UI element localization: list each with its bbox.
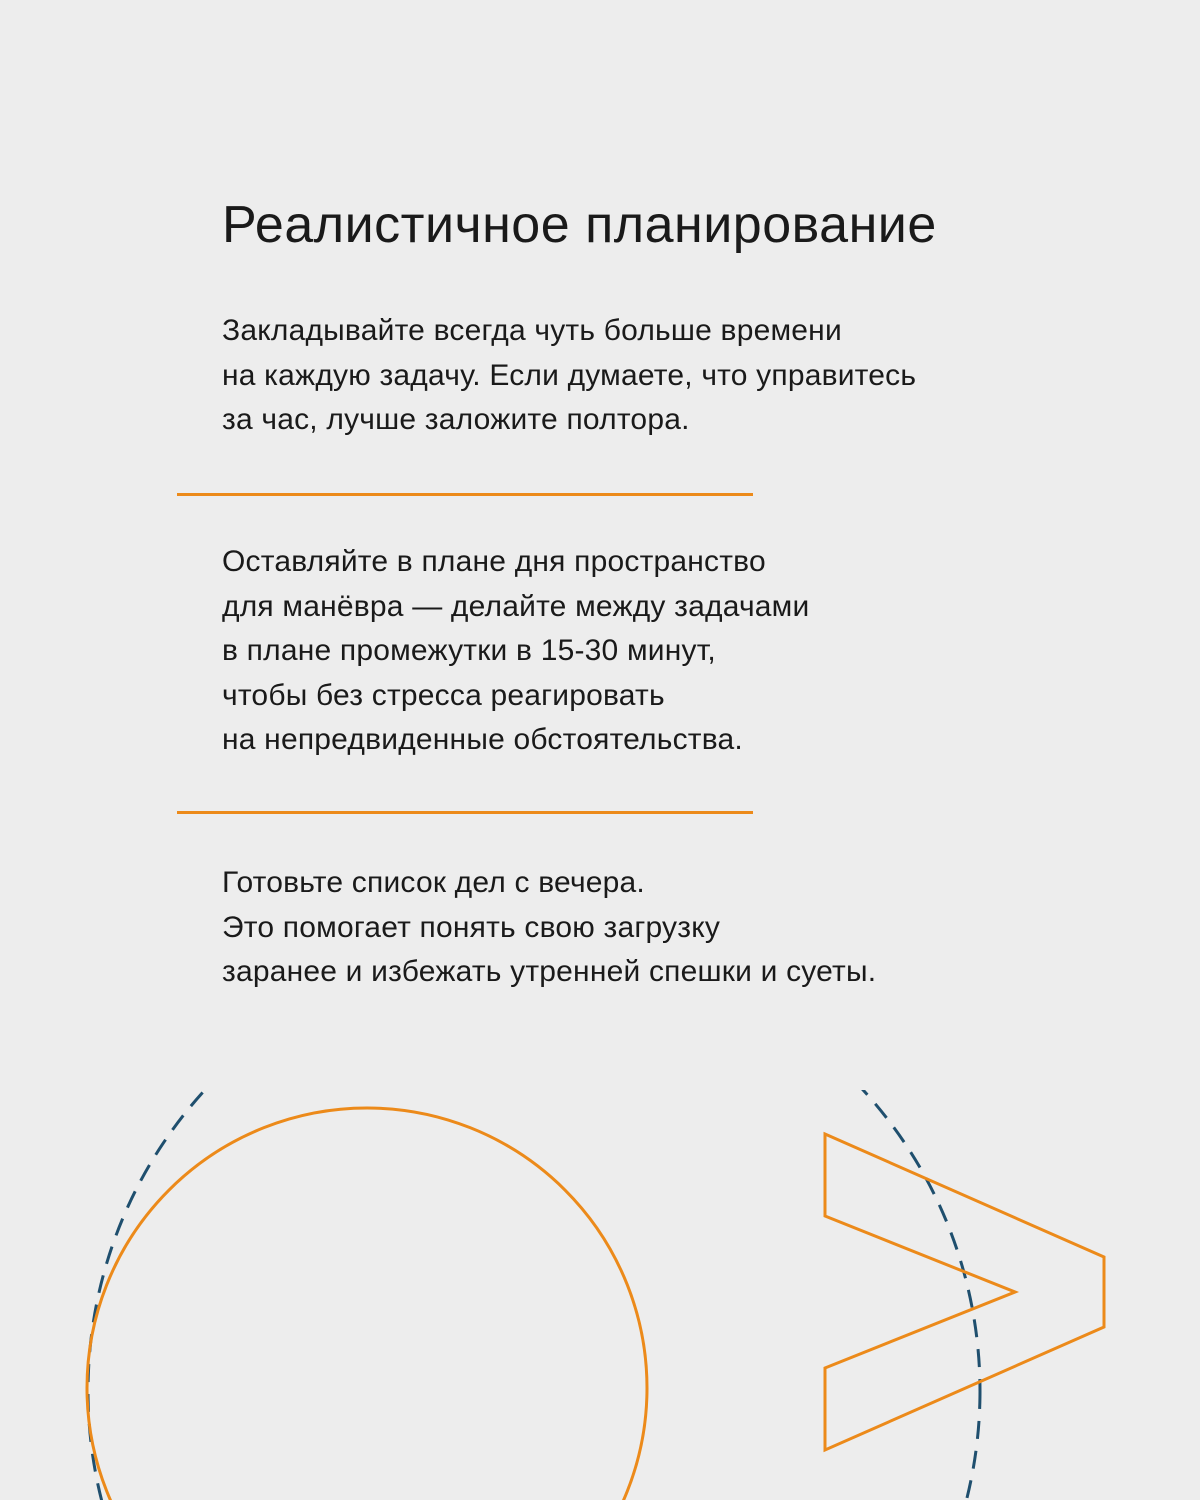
- tip-2-line-2: для манёвра — делайте между задачами: [222, 589, 810, 623]
- page-title: Реалистичное планирование: [222, 196, 937, 254]
- tip-2-line-5: на непредвиденные обстоятельства.: [222, 723, 743, 756]
- tip-3-line-3: заранее и избежать утренней спешки и суеты.: [222, 955, 877, 988]
- decorative-graphic: [0, 1090, 1200, 1500]
- tip-1-line-3: за час, лучше заложите полтора.: [222, 403, 690, 436]
- tip-paragraph-1: [222, 309, 916, 443]
- tip-3-line-1: Готовьте список дел с вечера.: [222, 866, 645, 899]
- tip-1-line-2: на каждую задачу. Если думаете, что управитесь: [222, 358, 917, 392]
- tip-paragraph-3: [222, 861, 876, 995]
- tip-1-line-1: Закладывайте всегда чуть больше времени: [222, 314, 842, 347]
- tip-3-line-2: Это помогает понять свою загрузку: [222, 910, 721, 944]
- tip-2-line-1: Оставляйте в плане дня пространство: [222, 545, 766, 578]
- divider-1: [177, 493, 753, 496]
- tip-paragraph-2: [222, 540, 809, 763]
- chevron-arrow-outline: [825, 1134, 1104, 1450]
- orange-circle-outline: [87, 1108, 647, 1500]
- dashed-circle-outline: [88, 1090, 980, 1500]
- divider-2: [177, 811, 753, 814]
- tip-2-line-4: чтобы без стресса реагировать: [222, 678, 665, 712]
- tip-2-line-3: в плане промежутки в 15-30 минут,: [222, 634, 716, 667]
